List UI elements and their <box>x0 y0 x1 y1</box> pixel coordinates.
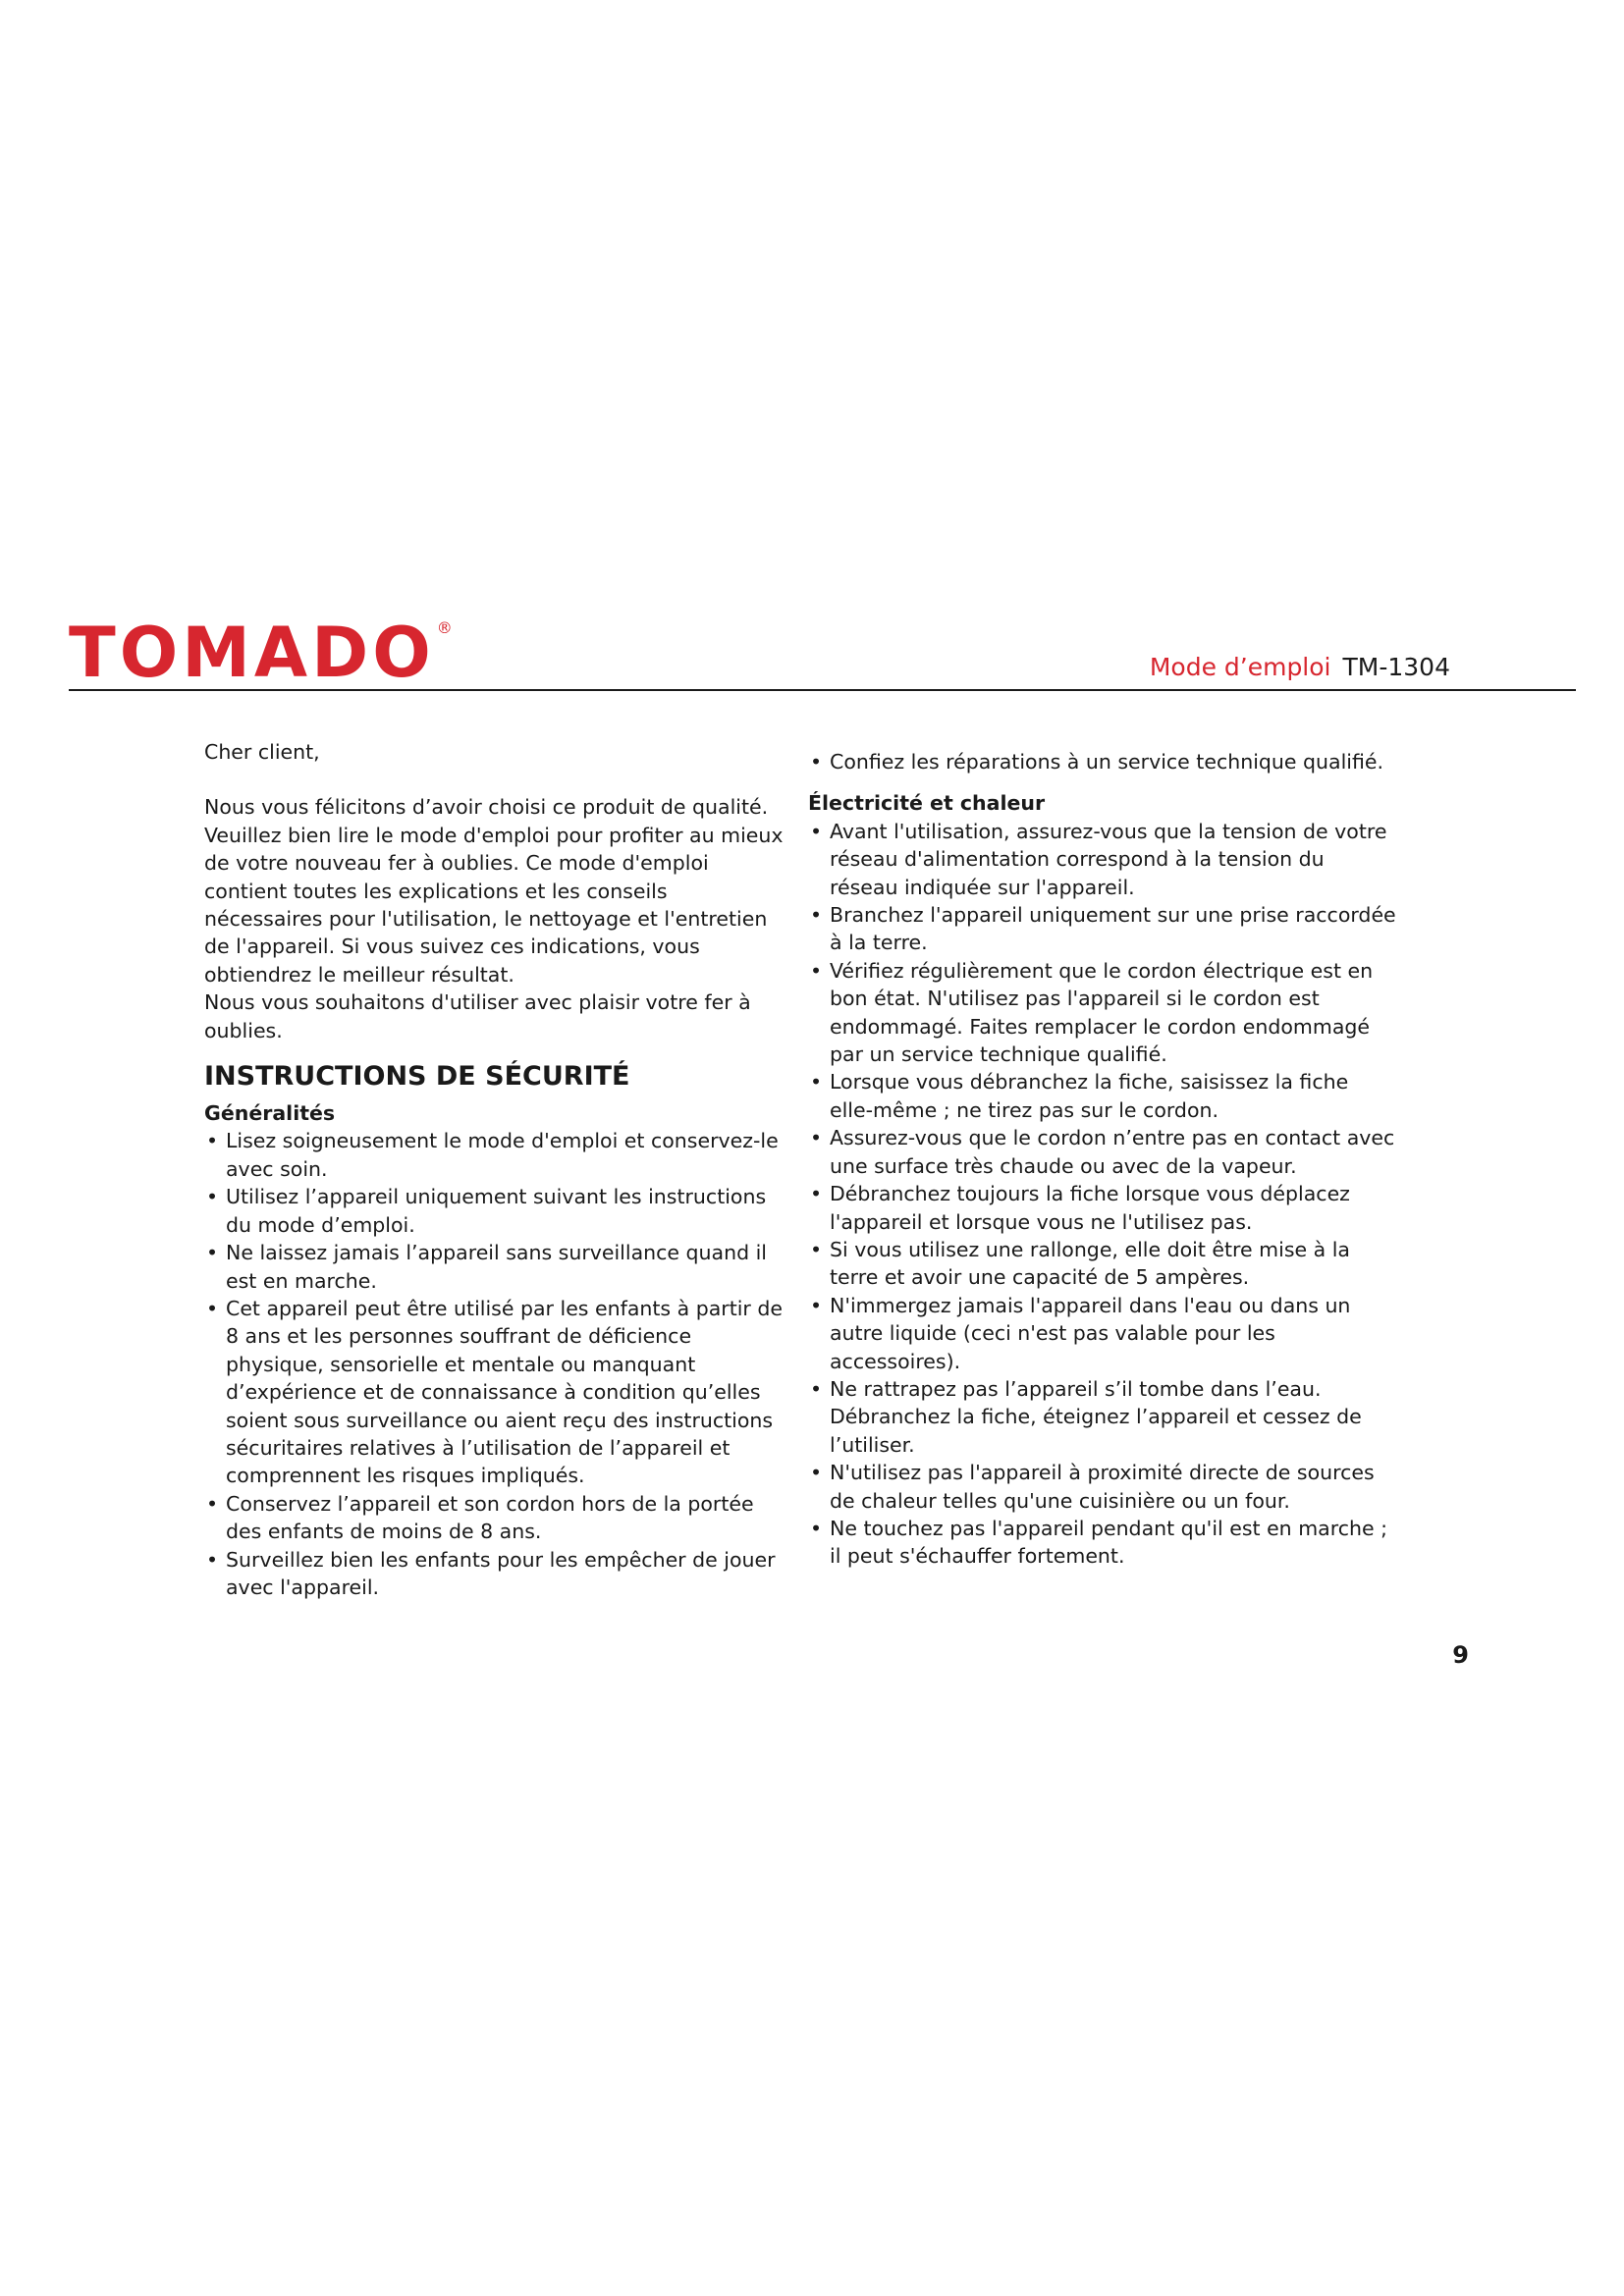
list-item: • Confiez les réparations à un service technique qualifié. <box>808 748 1397 775</box>
list-item: • N'utilisez pas l'appareil à proximité directe de sources de chaleur telles qu'une cuisinière ou un four. <box>808 1459 1397 1515</box>
general-list-continued <box>808 748 1397 775</box>
list-item: • Lisez soigneusement le mode d'emploi et conservez-le avec soin. <box>204 1127 784 1183</box>
electric-list <box>808 818 1397 1571</box>
list-item: • Cet appareil peut être utilisé par les enfants à partir de 8 ans et les personnes souffrant de déficience physique, sensorielle et mentale ou manquant d’expérience et de connaissance à condition qu’elles soient sous surveillance ou aient reçu des instructions sécuritaires relatives à l’utilisation de l’appareil et comprennent les risques impliqués. <box>204 1295 784 1490</box>
page-number: 9 <box>1452 1641 1469 1669</box>
right-column <box>808 748 1397 1571</box>
list-item: • Débranchez toujours la fiche lorsque vous déplacez l'appareil et lorsque vous ne l'utilisez pas. <box>808 1180 1397 1236</box>
header-divider <box>69 689 1576 691</box>
list-item: • Surveillez bien les enfants pour les empêcher de jouer avec l'appareil. <box>204 1546 784 1602</box>
list-item: • N'immergez jamais l'appareil dans l'eau ou dans un autre liquide (ceci n'est pas valable pour les accessoires). <box>808 1292 1397 1375</box>
list-item: • Avant l'utilisation, assurez-vous que la tension de votre réseau d'alimentation correspond à la tension du réseau indiquée sur l'appareil. <box>808 818 1397 901</box>
subheading-general: Généralités <box>204 1101 336 1126</box>
left-column <box>204 738 784 1601</box>
list-item: • Branchez l'appareil uniquement sur une prise raccordée à la terre. <box>808 901 1397 957</box>
list-item: • Conservez l’appareil et son cordon hors de la portée des enfants de moins de 8 ans. <box>204 1490 784 1546</box>
greeting: Cher client, <box>204 740 320 764</box>
intro-closing: Nous vous souhaitons d'utiliser avec plaisir votre fer à oublies. <box>204 990 751 1042</box>
list-item: • Vérifiez régulièrement que le cordon électrique est en bon état. N'utilisez pas l'appareil si le cordon est endommagé. Faites remplacer le cordon endommagé par un service technique qualifié. <box>808 957 1397 1069</box>
brand-name: TOMADO <box>69 613 435 693</box>
document-header <box>1150 655 1450 679</box>
list-item: • Si vous utilisez une rallonge, elle doit être mise à la terre et avoir une capacité de 5 ampères. <box>808 1236 1397 1292</box>
list-item: • Ne touchez pas l'appareil pendant qu'il est en marche ; il peut s'échauffer fortement. <box>808 1515 1397 1571</box>
subheading-electric: Électricité et chaleur <box>808 791 1046 816</box>
list-item: • Utilisez l’appareil uniquement suivant les instructions du mode d’emploi. <box>204 1183 784 1239</box>
list-item: • Assurez-vous que le cordon n’entre pas en contact avec une surface très chaude ou avec de la vapeur. <box>808 1124 1397 1180</box>
list-item: • Ne rattrapez pas l’appareil s’il tombe dans l’eau. Débranchez la fiche, éteignez l’appareil et cessez de l’utiliser. <box>808 1375 1397 1459</box>
list-item: • Lorsque vous débranchez la fiche, saisissez la fiche elle-même ; ne tirez pas sur le cordon. <box>808 1068 1397 1124</box>
section-title: INSTRUCTIONS DE SÉCURITÉ <box>204 1061 630 1093</box>
mode-label: Mode d’emploi <box>1149 653 1331 681</box>
model-number: TM-1304 <box>1342 653 1450 681</box>
general-list <box>204 1127 784 1601</box>
intro-paragraph: Nous vous félicitons d’avoir choisi ce produit de qualité. Veuillez bien lire le mode d'emploi pour profiter au mieux de votre nouveau fer à oublies. Ce mode d'emploi contient toutes les explications et les conseils nécessaires pour l'utilisation, le nettoyage et l'entretien de l'appareil. Si vous suivez ces indications, vous obtiendrez le meilleur résultat. <box>204 795 784 987</box>
registered-mark: ® <box>436 618 453 637</box>
brand-logo <box>69 613 453 693</box>
list-item: • Ne laissez jamais l’appareil sans surveillance quand il est en marche. <box>204 1239 784 1295</box>
